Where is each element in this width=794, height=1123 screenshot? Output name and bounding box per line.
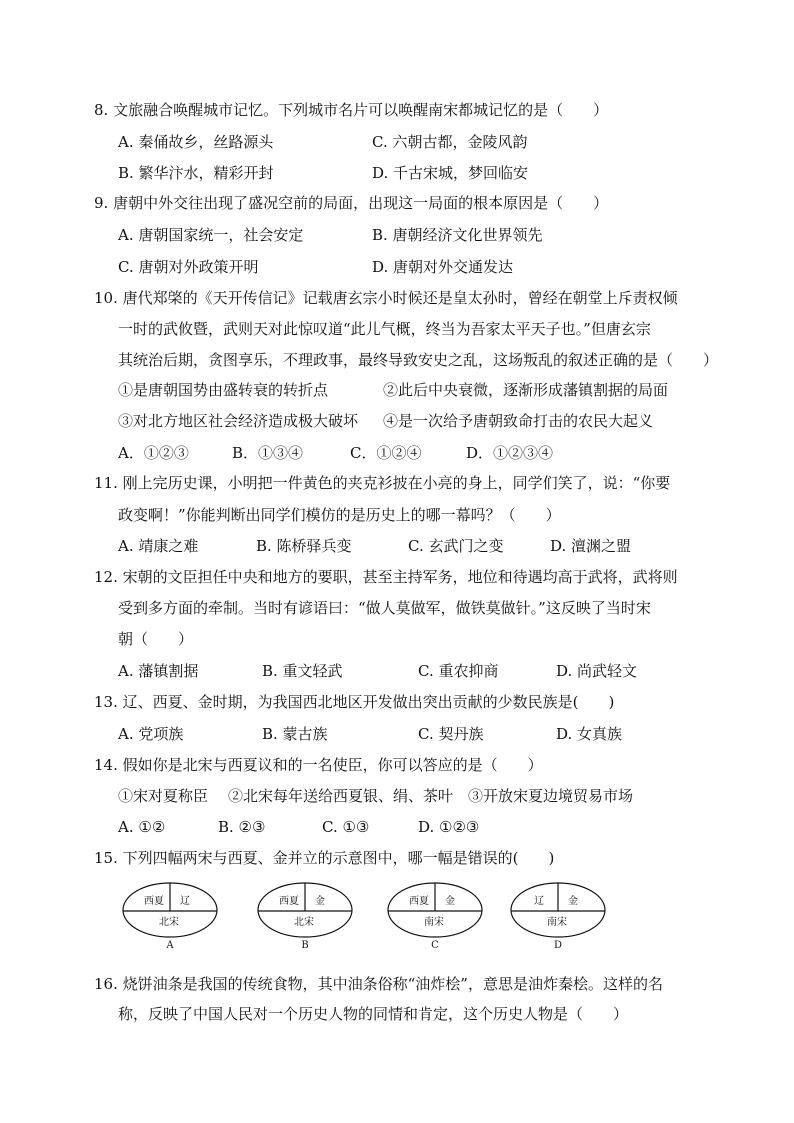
q15-diagram-c xyxy=(385,880,495,956)
q9-option-a: A. 唐朝国家统一，社会安定 xyxy=(118,226,304,244)
diagram-c-top-right: 金 xyxy=(445,896,455,907)
q14-option-d: D. ①②③ xyxy=(418,818,480,836)
q10-option-a: A．①②③ xyxy=(118,444,189,462)
q10-option-d: D．①②③④ xyxy=(466,444,554,462)
q11-option-c: C. 玄武门之变 xyxy=(408,537,504,555)
q14-option-b: B. ②③ xyxy=(218,818,266,836)
diagram-b-caption: B xyxy=(301,940,309,951)
q12-option-d: D. 尚武轻文 xyxy=(556,662,638,680)
diagram-a-top-right: 辽 xyxy=(180,896,190,907)
diagram-b-top-left: 西夏 xyxy=(279,896,299,907)
q13-option-c: C. 契丹族 xyxy=(418,725,484,743)
diagram-d-caption: D xyxy=(553,940,563,951)
q10-line-2: 一时的武攸暨，武则天对此惊叹道“此儿气概，终当为吾家太平天子也。”但唐玄宗 xyxy=(118,320,651,338)
diagram-b-top-right: 金 xyxy=(315,896,325,907)
q16-line-2: 称，反映了中国人民对一个历史人物的同情和肯定，这个历史人物是（ ） xyxy=(118,1005,629,1023)
q12-option-c: C. 重农抑商 xyxy=(418,662,499,680)
ellipse-diagram-shape xyxy=(255,880,365,940)
q10-line-3: 其统治后期，贪图享乐，不理政事，最终导致安史之乱，这场叛乱的叙述正确的是（ ） xyxy=(118,351,719,369)
diagram-c-bottom: 南宋 xyxy=(424,917,444,928)
ellipse-diagram-shape xyxy=(120,880,230,940)
q12-line-3: 朝（ ） xyxy=(118,630,194,648)
q10-line-1: 10. 唐代郑棨的《天开传信记》记载唐玄宗小时候还是皇太孙时，曾经在朝堂上斥责权倾 xyxy=(94,289,678,307)
q15-stem: 15. 下列四幅两宋与西夏、金并立的示意图中，哪一幅是错误的( ) xyxy=(94,849,555,867)
diagram-d-bottom: 南宋 xyxy=(547,917,567,928)
q9-option-d: D. 唐朝对外交通发达 xyxy=(372,258,514,276)
q14-stem: 14. 假如你是北宋与西夏议和的一名使臣，你可以答应的是（ ） xyxy=(94,756,543,774)
q9-stem: 9. 唐朝中外交往出现了盛况空前的局面，出现这一局面的根本原因是（ ） xyxy=(94,194,609,212)
diagram-a-bottom: 北宋 xyxy=(159,917,179,928)
q15-diagram-d xyxy=(508,880,618,956)
q10-statement-4: ④是一次给予唐朝致命打击的农民大起义 xyxy=(383,412,654,430)
q8-option-a: A. 秦俑故乡，丝路源头 xyxy=(118,133,274,151)
q10-statement-2: ②此后中央衰微，逐渐形成藩镇割据的局面 xyxy=(383,381,669,399)
diagram-d-top-left: 辽 xyxy=(534,896,544,907)
q11-line-1: 11. 刚上完历史课，小明把一件黄色的夹克衫披在小亮的身上，同学们笑了，说：“你要 xyxy=(94,474,671,492)
q11-line-2: 政变啊！”你能判断出同学们模仿的是历史上的哪一幕吗？（ ） xyxy=(118,506,561,524)
q15-diagram-a xyxy=(120,880,230,956)
q10-statement-3: ③对北方地区社会经济造成极大破坏 xyxy=(118,412,359,430)
q9-option-b: B. 唐朝经济文化世界领先 xyxy=(372,226,543,244)
q13-option-a: A. 党项族 xyxy=(118,725,184,743)
q14-option-c: C. ①③ xyxy=(322,818,370,836)
q15-diagram-b xyxy=(255,880,365,956)
q12-option-b: B. 重文轻武 xyxy=(262,662,343,680)
diagram-a-caption: A xyxy=(166,940,174,951)
diagram-c-caption: C xyxy=(431,940,439,951)
ellipse-diagram-shape xyxy=(508,880,618,940)
diagram-d-top-right: 金 xyxy=(568,896,578,907)
q11-option-b: B. 陈桥驿兵变 xyxy=(256,537,352,555)
q12-line-2: 受到多方面的牵制。当时有谚语曰：“做人莫做军，做铁莫做针。”这反映了当时宋 xyxy=(118,599,651,617)
q16-line-1: 16. 烧饼油条是我国的传统食物，其中油条俗称“油炸桧”，意思是油炸秦桧。这样的名 xyxy=(94,975,663,993)
q10-statement-1: ①是唐朝国势由盛转衰的转折点 xyxy=(118,381,329,399)
q11-option-d: D. 澶渊之盟 xyxy=(550,537,632,555)
q13-option-d: D. 女真族 xyxy=(556,725,623,743)
q9-option-c: C. 唐朝对外政策开明 xyxy=(118,258,259,276)
q8-stem: 8. 文旅融合唤醒城市记忆。下列城市名片可以唤醒南宋都城记忆的是（ ） xyxy=(94,101,609,119)
q8-option-c: C. 六朝古都，金陵风韵 xyxy=(372,133,528,151)
q12-line-1: 12. 宋朝的文臣担任中央和地方的要职，甚至主持军务，地位和待遇均高于武将，武将则 xyxy=(94,568,678,586)
q13-stem: 13. 辽、西夏、金时期，为我国西北地区开发做出突出贡献的少数民族是( ) xyxy=(94,693,615,711)
q8-option-b: B. 繁华汴水，精彩开封 xyxy=(118,164,274,182)
ellipse-diagram-shape xyxy=(385,880,495,940)
q14-statement-1: ①宋对夏称臣 xyxy=(118,787,209,805)
q10-option-c: C．①②④ xyxy=(350,444,422,462)
diagram-b-bottom: 北宋 xyxy=(294,917,314,928)
q12-option-a: A. 藩镇割据 xyxy=(118,662,199,680)
diagram-a-top-left: 西夏 xyxy=(144,896,164,907)
q8-option-d: D. 千古宋城，梦回临安 xyxy=(372,164,529,182)
q14-statement-3: ③开放宋夏边境贸易市场 xyxy=(468,787,634,805)
q13-option-b: B. 蒙古族 xyxy=(262,725,328,743)
q14-statement-2: ②北宋每年送给西夏银、绢、茶叶 xyxy=(228,787,454,805)
diagram-c-top-left: 西夏 xyxy=(409,896,429,907)
q11-option-a: A. 靖康之难 xyxy=(118,537,199,555)
q10-option-b: B．①③④ xyxy=(232,444,304,462)
q14-option-a: A. ①② xyxy=(118,818,166,836)
